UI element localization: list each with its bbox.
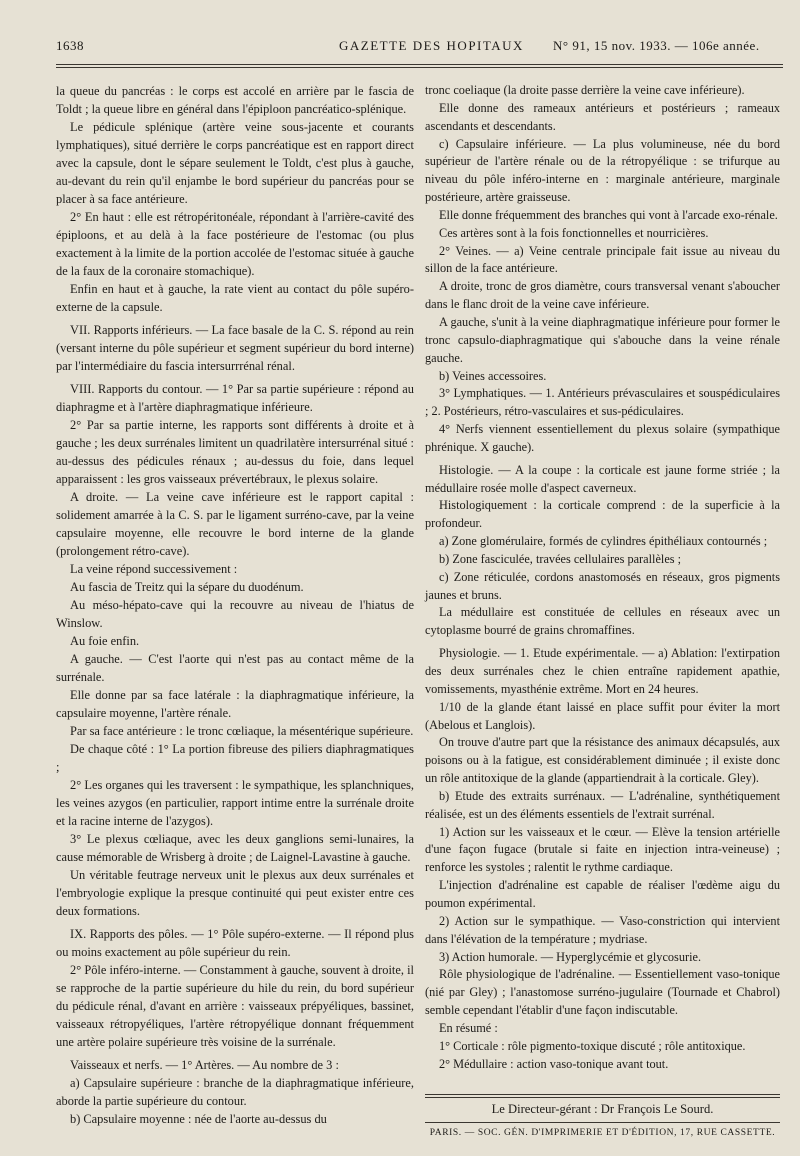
paragraph: Histologiquement : la corticale comprend : de la superficie à la profondeur. [425,498,780,531]
paragraph: b) Etude des extraits surrénaux. — L'adrénaline, synthétiquement réalisée, est un des éléments essentiels de l'extrait surrénal. [425,788,780,821]
paragraph: 4° Nerfs viennent essentiellement du plexus solaire (sympathique phrénique. X gauche). [425,422,780,454]
paragraph: A gauche, s'unit à la veine diaphragmatique inférieure pour former le tronc capsulo-diaphragmatique qui s'abouche dans la veine rénale gauche. [425,314,780,365]
paragraph: b) Veines accessoires. [439,368,547,383]
section-rapports-inferieurs: VII. Rapports inférieurs. — La face basale de la C. S. répond au rein (versant interne du pôle supérieur et segment supérieur du bord interne) par l'intermédiaire du fascia intersurrrénal rénal. [56,323,414,373]
printer-rule [425,1122,780,1123]
paragraph: La veine répond successivement : [70,562,238,576]
section-rapports-contour: VIII. Rapports du contour. — 1° Par sa partie supérieure : répond au diaphragme et à l'artère diaphragmatique inférieure. [56,382,414,414]
paragraph: Un véritable feutrage nerveux unit le plexus aux deux surrénales et l'embryologie explique la presque continuité qui peut exister entre ces deux formations. [56,868,414,918]
paragraph: c) Zone réticulée, cordons anastomosés en réseaux, gros pigments jaunes et bruns. [425,569,780,602]
paragraph: L'injection d'adrénaline est capable de réaliser l'œdème aigu du poumon expérimental. [425,878,780,910]
section-vaisseaux-nerfs: Vaisseaux et nerfs. — 1° Artères. — Au nombre de 3 : [70,1058,339,1072]
paragraph: Au foie enfin. [70,634,140,648]
left-column [56,82,414,1128]
section-histologie: Histologie. — A la coupe : la corticale est jaune forme striée ; la médullaire rosée molle d'aspect caverneux. [425,462,780,495]
paragraph: La médullaire est constituée de cellules en réseaux avec un cytoplasme bourré de grains chromaffines. [425,605,780,638]
footer-rule [425,1094,780,1095]
paragraph: En résumé : [439,1020,498,1035]
section-physiologie: Physiologie. — 1. Etude expérimentale. — a) Ablation: l'extirpation des deux surrénales chez le chien entraîne rapidement apathie, vomissements, myasthénie extrême. Mort en 24 heures. [425,646,780,696]
header-rule-double [56,67,783,68]
paragraph: A gauche. — C'est l'aorte qui n'est pas au contact même de la surrénale. [56,652,414,684]
paragraph: Rôle physiologique de l'adrénaline. — Essentiellement vaso-tonique (nié par Gley) ; l'anastomose surréno-jugulaire (Tournade et Chabrol) semble cependant l'établir d'une façon indiscutable. [425,967,780,1018]
paragraph: Elle donne par sa face latérale : la diaphragmatique inférieure, la capsulaire moyenne, l'artère rénale. [56,688,414,720]
paragraph: a) Capsulaire supérieure : branche de la diaphragmatique inférieure, aborde la partie supérieure du contour. [56,1076,414,1108]
paragraph: A droite, tronc de gros diamètre, cours transversal venant s'aboucher dans le flanc droit de la veine cave inférieure. [425,279,780,312]
paragraph: 3° Le plexus cœliaque, avec les deux ganglions semi-lunaires, la cause mémorable de Wrisberg à droite ; de Laignel-Lavastine à gauche. [56,832,414,864]
paragraph: Enfin en haut et à gauche, la rate vient au contact du pôle supéro-externe de la capsule. [56,282,414,314]
paragraph: Ces artères sont à la fois fonctionnelles et nourricières. [439,225,709,240]
paragraph: De chaque côté : 1° La portion fibreuse des piliers diaphragmatiques ; [56,742,414,774]
printer-line: PARIS. — SOC. GÉN. D'IMPRIMERIE ET D'ÉDITION, 17, RUE CASSETTE. [429,1128,776,1138]
paragraph: a) Zone glomérulaire, formés de cylindres épithéliaux contournés ; [439,534,768,549]
page-number: 1638 [56,38,84,53]
paragraph: tronc coeliaque (la droite passe derrière la veine cave inférieure). [425,83,745,97]
paragraph: 1) Action sur les vaisseaux et le cœur. — Elève la tension artérielle d'une façon fugace (brutale si faite en injection intra-veineuse) ; renforce les systoles ; ralentit le rythme cardiaque. [425,824,780,875]
paragraph: 2° Par sa partie interne, les rapports sont différents à droite et à gauche ; les deux surrénales limitent un quadrilatère intersurrénal situé : au-dessus des pédicules rénaux ; au-dessus du foie, dans lequel apparaissent : les gros vaisseaux prévertébraux, le plexus solaire. [56,418,414,486]
paragraph: 2° Les organes qui les traversent : le sympathique, les splanchniques, les veines azygos (en particulier, rapport intime entre la surrénale droite et la racine interne de l'azygos). [56,778,414,828]
paragraph: c) Capsulaire inférieure. — La plus volumineuse, née du bord supérieur de l'artère rénale ou de la rétropyélique : se trifurque au niveau du pôle inféro-interne en : marginale antérieure, marginale postérieure, artère graisseuse. [425,136,780,205]
paragraph: Elle donne fréquemment des branches qui vont à l'arcade exo-rénale. [439,207,778,222]
issue-info: N° 91, 15 nov. 1933. — 106e année. [553,38,760,53]
journal-title: GAZETTE DES HOPITAUX [339,38,524,53]
paragraph: Le pédicule splénique (artère veine sous-jacente et courants lymphatiques), situé derrière le corps pancréatique est en rapport direct avec la capsule, dont le sépare seulement le Toldt, c'est plus à gauche, au-devant du rein qu'il enjambe le bord supérieur du pancréas pour se placer à sa face antérieure. [56,120,414,206]
paragraph: 3° Lymphatiques. — 1. Antérieurs prévasculaires et souspédiculaires ; 2. Postérieurs, rétro-vasculaires et sus-pédiculaires. [425,386,780,419]
paragraph: 1° Corticale : rôle pigmento-toxique discuté ; rôle antitoxique. [439,1038,746,1053]
paragraph: 3) Action humorale. — Hyperglycémie et glycosurie. [439,949,702,964]
section-rapports-poles: IX. Rapports des pôles. — 1° Pôle supéro-externe. — Il répond plus ou moins exactement au pôle supérieur du rein. [56,927,414,959]
paragraph: Au fascia de Treitz qui la sépare du duodénum. [70,580,304,594]
paragraph: A droite. — La veine cave inférieure est le rapport capital : solidement amarrée à la C. S. par le ligament surréno-cave, par la veine capsulaire moyenne, elle recouvre le bord interne de la glande (prolongement rétro-cave). [56,490,414,558]
paragraph: 2° Pôle inféro-interne. — Constamment à gauche, souvent à droite, il se rapproche de la partie supérieure du hile du rein, du bord supérieur du pédicule rénal, d'avant en arrière : vaisseaux prépyéliques, bassinet, vaisseaux rétropyéliques, l'artère rétropyélique donnant fréquemment une artère polaire supérieure très voisine de la surrénale. [56,963,414,1049]
paragraph: 2) Action sur le sympathique. — Vaso-constriction qui intervient dans l'élévation de la température ; mydriase. [425,913,780,946]
paragraph: 1/10 de la glande étant laissé en place suffit pour éviter la mort (Abelous et Langlois). [425,699,780,732]
paragraph: Elle donne des rameaux antérieurs et postérieurs ; rameaux ascendants et descendants. [425,100,780,133]
right-column [425,82,780,1073]
footer-rule-double [425,1097,780,1098]
director-line: Le Directeur-gérant : Dr François Le Sourd. [491,1102,714,1116]
paragraph: la queue du pancréas : le corps est accolé en arrière par le fascia de Toldt ; la queue libre en général dans l'épiploon pancréatico-splénique. [56,84,414,116]
paragraph: Par sa face antérieure : le tronc cœliaque, la mésentérique supérieure. [70,724,414,738]
paragraph: 2° En haut : elle est rétropéritonéale, répondant à l'arrière-cavité des épiploons, et au delà à la face postérieure de l'estomac (ou plus exactement à la limite de la portion accolée de l'estomac située à gauche de la faux de la coronaire stomachique). [56,210,414,278]
running-header [56,38,772,58]
paragraph: b) Capsulaire moyenne : née de l'aorte au-dessus du [70,1112,327,1126]
paragraph: 2° Veines. — a) Veine centrale principale fait issue au niveau du sillon de la face antérieure. [425,243,780,276]
header-rule [56,64,783,65]
paragraph: b) Zone fasciculée, travées cellulaires parallèles ; [439,551,682,566]
paragraph: 2° Médullaire : action vaso-tonique avant tout. [439,1056,669,1071]
paragraph: Au méso-hépato-cave qui la recouvre au niveau de l'hiatus de Winslow. [56,598,414,630]
paragraph: On trouve d'autre part que la résistance des animaux décapsulés, aux poisons ou à la fatigue, est considérablement diminuée ; il existe donc un rôle antitoxique de la glande (appartiendrait à la corticale. Gley). [425,735,780,786]
